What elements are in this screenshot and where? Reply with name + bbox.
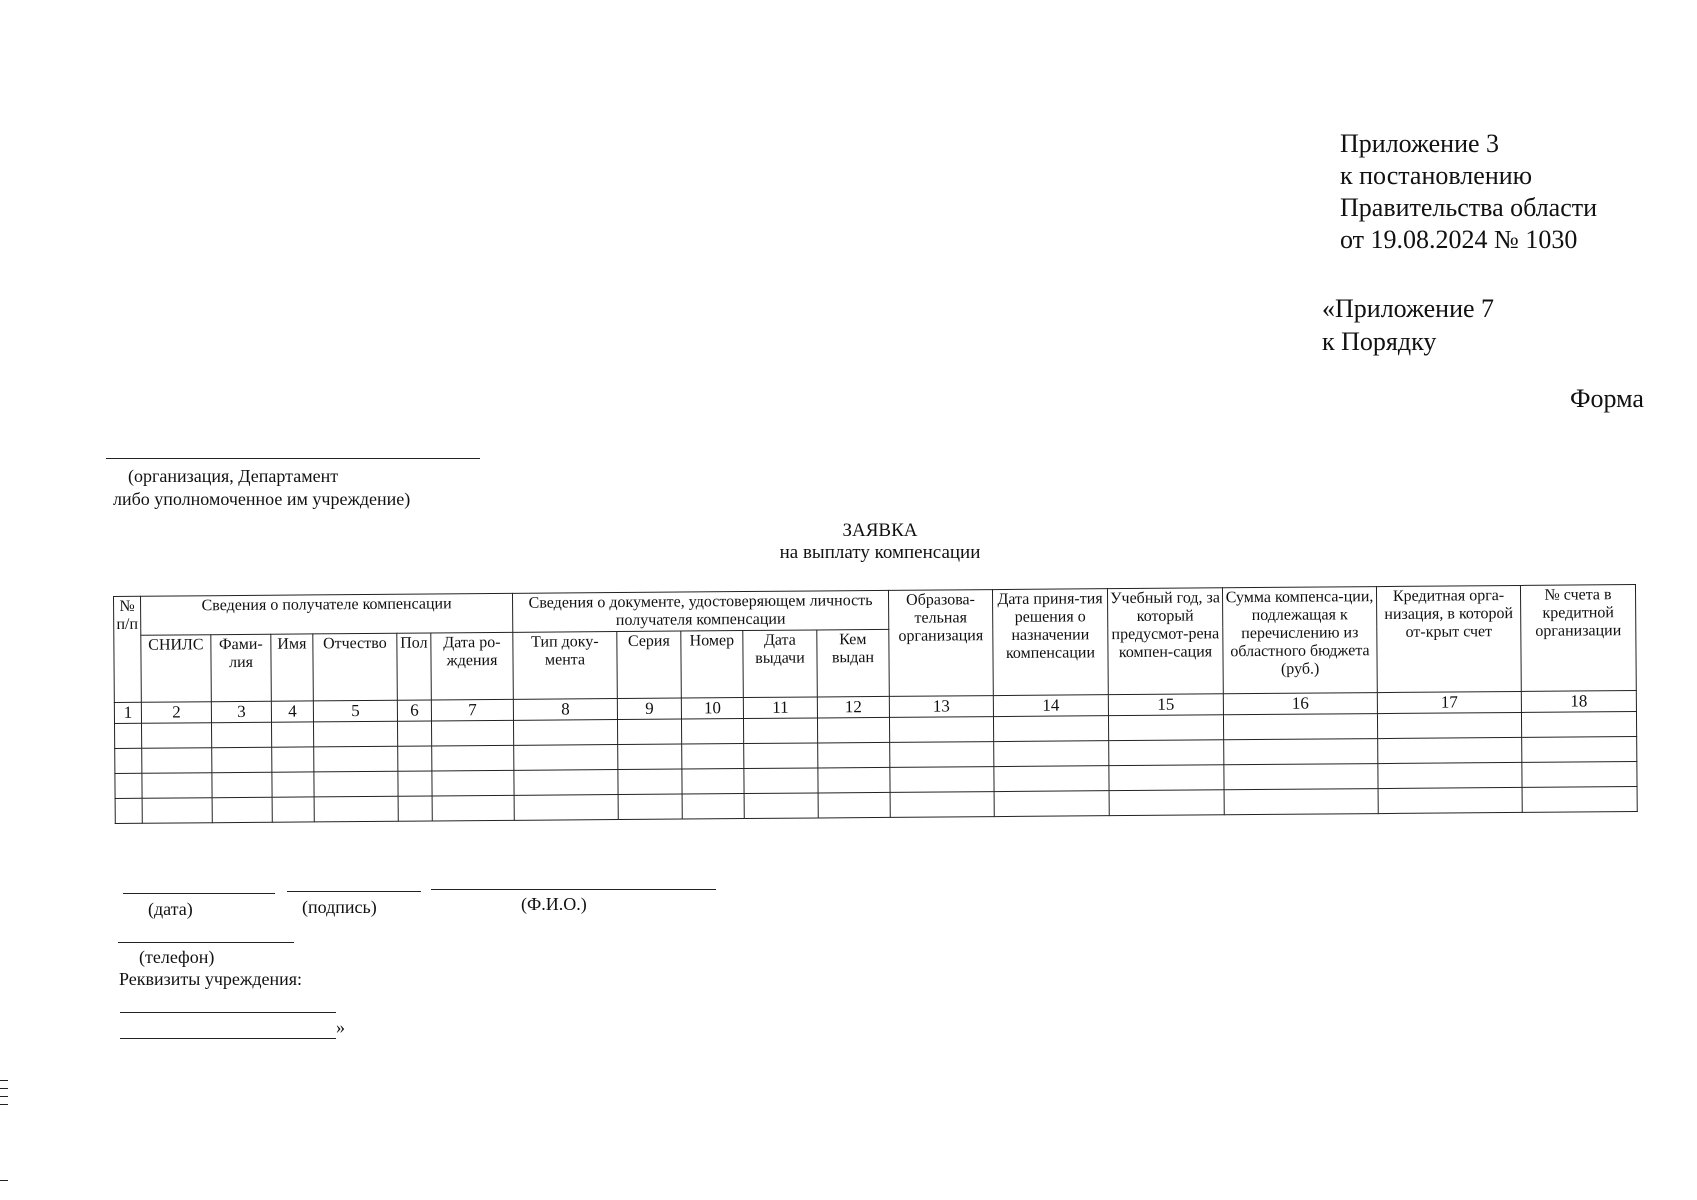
header-number: Номер bbox=[681, 631, 744, 698]
appendix-line-3: Правительства области bbox=[1340, 193, 1598, 222]
header-doc-type: Тип доку-мента bbox=[513, 632, 618, 700]
header-issue-date: Дата выдачи bbox=[743, 630, 818, 698]
scan-mark bbox=[0, 1180, 8, 1181]
header-num: № п/п bbox=[114, 596, 142, 702]
header-name: Имя bbox=[271, 634, 314, 701]
header-org: Образова-тельная организация bbox=[888, 590, 993, 697]
header-sex: Пол bbox=[397, 633, 432, 700]
scan-mark bbox=[0, 1080, 8, 1081]
fio-underline bbox=[431, 889, 716, 890]
col-num-6: 6 bbox=[397, 700, 431, 721]
document-title bbox=[0, 520, 1697, 564]
title-sub: на выплату компенсации bbox=[779, 542, 981, 563]
appendix-line-4: от 19.08.2024 № 1030 bbox=[1340, 225, 1578, 254]
signature-caption: (подпись) bbox=[302, 897, 377, 917]
col-num-16: 16 bbox=[1223, 693, 1377, 715]
header-surname: Фами-лия bbox=[211, 634, 272, 701]
col-num-15: 15 bbox=[1108, 694, 1223, 716]
header-snils: СНИЛС bbox=[141, 635, 212, 703]
col-num-13: 13 bbox=[889, 696, 993, 718]
header-document: Сведения о документе, удостоверяющем личность получателя компенсации bbox=[512, 590, 888, 632]
header-birth-date: Дата ро-ждения bbox=[431, 632, 514, 700]
closing-quote: » bbox=[336, 1017, 345, 1037]
col-num-12: 12 bbox=[817, 696, 889, 718]
col-num-10: 10 bbox=[681, 698, 743, 719]
col-num-9: 9 bbox=[617, 698, 681, 720]
signature-underline bbox=[287, 891, 421, 892]
appendix-line-2: к постановлению bbox=[1340, 161, 1533, 190]
form-label: Форма bbox=[1570, 384, 1644, 413]
header-bank: Кредитная орга-низация, в которой от-крыт счет bbox=[1376, 585, 1521, 692]
date-underline bbox=[123, 893, 275, 894]
org-underline bbox=[106, 458, 480, 459]
scan-mark bbox=[0, 1088, 8, 1089]
org-caption-line-2: либо уполномоченное им учреждение) bbox=[113, 489, 411, 509]
col-num-14: 14 bbox=[993, 695, 1108, 717]
col-num-11: 11 bbox=[743, 697, 817, 719]
scan-mark bbox=[0, 1104, 8, 1105]
col-num-17: 17 bbox=[1377, 691, 1521, 713]
col-num-3: 3 bbox=[211, 701, 271, 722]
requisites-line-1 bbox=[120, 1012, 336, 1013]
phone-underline bbox=[118, 942, 294, 943]
col-num-18: 18 bbox=[1521, 691, 1636, 713]
col-num-4: 4 bbox=[271, 701, 313, 722]
requisites-label: Реквизиты учреждения: bbox=[119, 969, 303, 989]
header-issued-by: Кем выдан bbox=[817, 629, 890, 697]
title-main: ЗАЯВКА bbox=[842, 520, 918, 541]
appendix7-line-1: «Приложение 7 bbox=[1322, 294, 1495, 323]
claim-table bbox=[113, 584, 1638, 824]
col-num-7: 7 bbox=[431, 699, 513, 721]
phone-caption: (телефон) bbox=[139, 947, 215, 967]
requisites-line-2 bbox=[120, 1038, 336, 1039]
appendix-header bbox=[1340, 128, 1597, 256]
scan-mark bbox=[0, 1096, 8, 1097]
header-series: Серия bbox=[617, 631, 682, 699]
appendix7-line-2: к Порядку bbox=[1322, 327, 1437, 356]
col-num-2: 2 bbox=[141, 702, 211, 724]
header-decision-date: Дата приня-тия решения о назначении компенсации bbox=[992, 589, 1108, 696]
header-amount: Сумма компенса-ции, подлежащая к перечислению из областного бюджета (руб.) bbox=[1222, 587, 1377, 694]
date-caption: (дата) bbox=[148, 899, 193, 919]
org-caption-line-1: (организация, Департамент bbox=[128, 466, 339, 486]
fio-caption: (Ф.И.О.) bbox=[521, 894, 587, 914]
col-num-8: 8 bbox=[513, 699, 617, 721]
table-header-row-1 bbox=[114, 585, 1636, 636]
header-recipient: Сведения о получателе компенсации bbox=[141, 593, 513, 635]
appendix-line-1: Приложение 3 bbox=[1340, 129, 1500, 158]
appendix7-header bbox=[1322, 292, 1494, 358]
col-num-1: 1 bbox=[114, 702, 141, 723]
header-patronymic: Отчество bbox=[313, 633, 398, 701]
header-account: № счета в кредитной организации bbox=[1520, 585, 1636, 692]
col-num-5: 5 bbox=[313, 700, 397, 722]
header-school-year: Учебный год, за который предусмот-рена компен-сация bbox=[1107, 588, 1223, 695]
